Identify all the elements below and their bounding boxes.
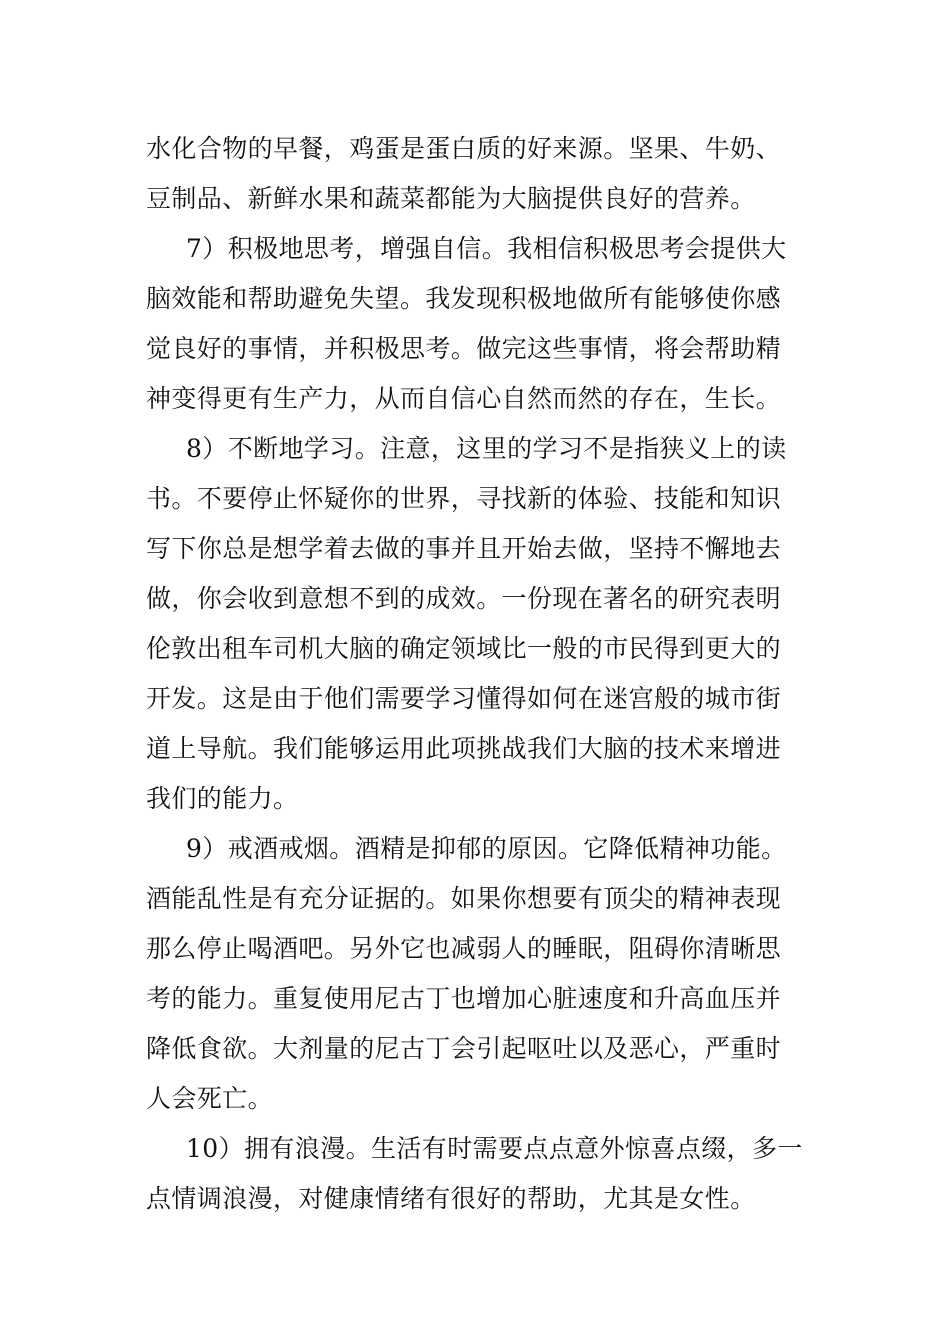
text-line: 考的能力。重复使用尼古丁也增加心脏速度和升高血压并 bbox=[146, 984, 782, 1013]
text-line: 开发。这是由于他们需要学习懂得如何在迷宫般的城市街 bbox=[146, 684, 782, 713]
text-line: 觉良好的事情，并积极思考。做完这些事情，将会帮助精 bbox=[146, 334, 782, 363]
text-line: 水化合物的早餐，鸡蛋是蛋白质的好来源。坚果、牛奶、 bbox=[146, 134, 782, 163]
text-line: 脑效能和帮助避免失望。我发现积极地做所有能够使你感 bbox=[146, 284, 782, 313]
text-line: 酒能乱性是有充分证据的。如果你想要有顶尖的精神表现 bbox=[146, 884, 782, 913]
document-body bbox=[146, 124, 816, 1224]
item-9-heading-line: 9）戒酒戒烟。酒精是抑郁的原因。它降低精神功能。 bbox=[186, 834, 787, 863]
text-line: 书。不要停止怀疑你的世界，寻找新的体验、技能和知识 bbox=[146, 484, 782, 513]
text-line: 做，你会收到意想不到的成效。一份现在著名的研究表明 bbox=[146, 584, 782, 613]
text-line: 写下你总是想学着去做的事并且开始去做，坚持不懈地去 bbox=[146, 534, 782, 563]
text-line: 点情调浪漫，对健康情绪有很好的帮助，尤其是女性。 bbox=[146, 1184, 756, 1213]
text-line: 人会死亡。 bbox=[146, 1084, 274, 1113]
text-line: 我们的能力。 bbox=[146, 784, 299, 813]
text-line: 神变得更有生产力，从而自信心自然而然的存在，生长。 bbox=[146, 384, 782, 413]
item-10-heading-line: 10）拥有浪漫。生活有时需要点点意外惊喜点缀，多一 bbox=[186, 1134, 803, 1163]
text-line: 降低食欲。大剂量的尼古丁会引起呕吐以及恶心，严重时 bbox=[146, 1034, 782, 1063]
text-line: 豆制品、新鲜水果和蔬菜都能为大脑提供良好的营养。 bbox=[146, 184, 756, 213]
item-7-heading-line: 7）积极地思考，增强自信。我相信积极思考会提供大 bbox=[186, 234, 787, 263]
item-8-heading-line: 8）不断地学习。注意，这里的学习不是指狭义上的读 bbox=[186, 434, 787, 463]
text-line: 那么停止喝酒吧。另外它也减弱人的睡眠，阻碍你清晰思 bbox=[146, 934, 782, 963]
text-line: 伦敦出租车司机大脑的确定领域比一般的市民得到更大的 bbox=[146, 634, 782, 663]
text-line: 道上导航。我们能够运用此项挑战我们大脑的技术来增进 bbox=[146, 734, 782, 763]
